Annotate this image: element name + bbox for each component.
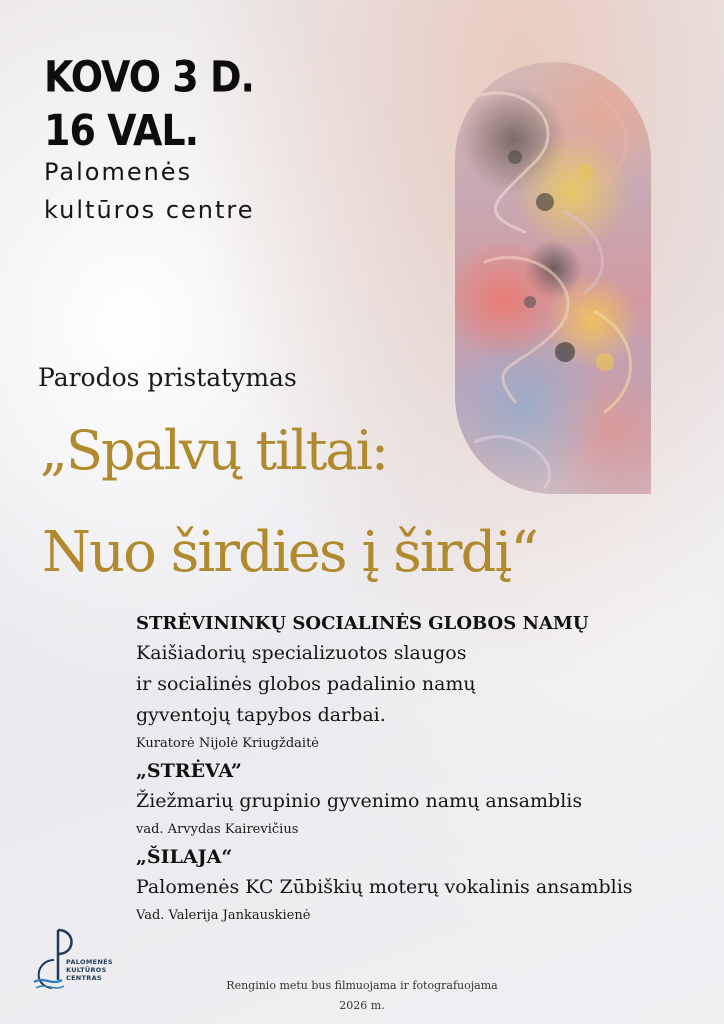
painting-image — [455, 62, 651, 494]
logo-line-3: CENTRAS — [66, 974, 102, 982]
event-time: 16 VAL. — [44, 106, 198, 156]
org1-heading: STRĖVININKŲ SOCIALINĖS GLOBOS NAMŲ — [136, 613, 589, 634]
footer-line-1: Renginio metu bus filmuojama ir fotografuojama — [226, 979, 498, 992]
org1-line-2: ir socialinės globos padalinio namų — [136, 673, 476, 695]
org1-curator: Kuratorė Nijolė Kriugždaitė — [136, 736, 320, 751]
event-date-time — [44, 50, 254, 158]
exhibition-title-line-1: „Spalvų tiltai: — [40, 419, 388, 482]
footer-note — [200, 976, 524, 1016]
org1-line-1: Kaišiadorių specializuotos slaugos — [136, 642, 467, 664]
participants-block — [136, 610, 721, 928]
logo-line-1: PALOMENĖS — [66, 958, 113, 966]
ensemble2-leader: Vad. Valerija Jankauskienė — [136, 908, 311, 923]
exhibition-subtitle: Parodos pristatymas — [38, 363, 297, 392]
venue-line-1: Palomenės — [44, 158, 193, 186]
ensemble1-name: „STRĖVA” — [136, 760, 242, 782]
ensemble1-leader: vad. Arvydas Kairevičius — [136, 822, 299, 837]
venue-line-2: kultūros centre — [44, 196, 255, 224]
org1-line-3: gyventojų tapybos darbai. — [136, 704, 386, 726]
logo-line-2: KULTŪROS — [66, 966, 107, 974]
palomene-culture-centre-logo — [26, 924, 126, 1000]
ensemble2-description: Palomenės KC Zūbiškių moterų vokalinis ansamblis — [136, 876, 633, 898]
event-venue — [44, 153, 255, 229]
footer-line-2: 2026 m. — [339, 999, 385, 1012]
event-date: KOVO 3 D. — [44, 52, 254, 102]
ensemble2-name: „ŠILAJA“ — [136, 846, 233, 868]
exhibition-title-line-2: Nuo širdies į širdį“ — [42, 520, 537, 585]
logo-text — [66, 958, 113, 982]
ensemble1-description: Žiežmarių grupinio gyvenimo namų ansamblis — [136, 790, 583, 812]
